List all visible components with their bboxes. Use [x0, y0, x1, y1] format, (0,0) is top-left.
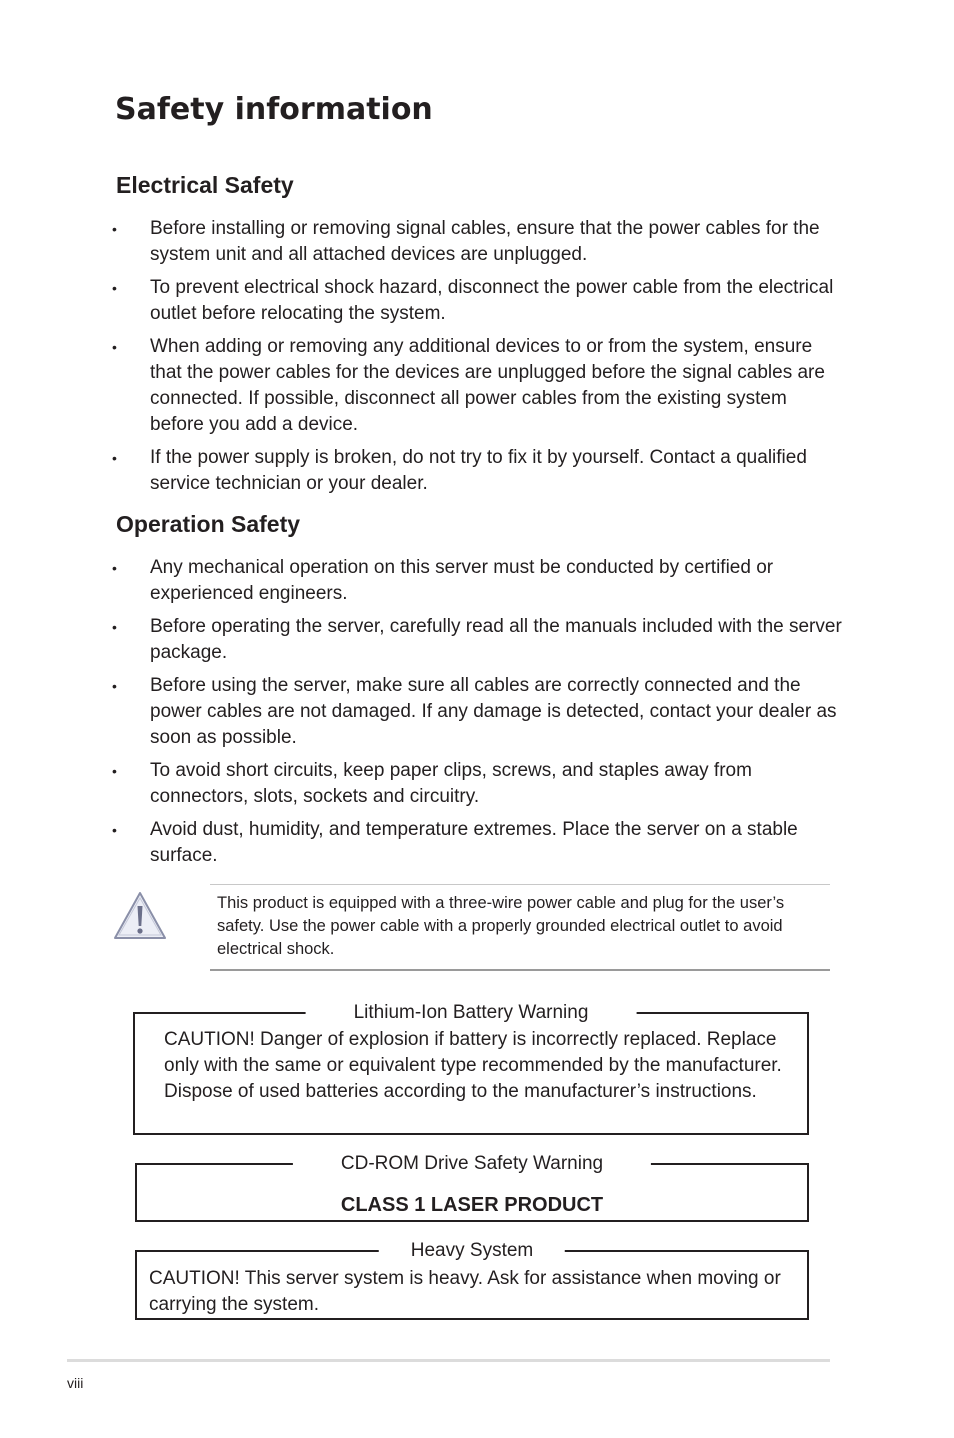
note-text: This product is equipped with a three-wire power cable and plug for the user’s safety. Use the power cable with a properly grounded electrical outlet to avoid electrical shock.	[217, 894, 785, 958]
bullet-icon: •	[112, 221, 117, 237]
page-title: Safety information	[115, 92, 433, 127]
list-item: • To avoid short circuits, keep paper clips, screws, and staples away from connectors, slots, sockets and circuitry.	[112, 760, 752, 807]
bullet-icon: •	[112, 619, 117, 635]
note-bottom-divider	[210, 969, 830, 971]
heavy-system-warning-box	[135, 1240, 809, 1320]
list-item: • Any mechanical operation on this server must be conducted by certified or experienced engineers.	[112, 557, 774, 604]
page-number: viii	[67, 1375, 84, 1391]
footer-divider	[67, 1359, 830, 1362]
operation-safety-heading: Operation Safety	[116, 511, 301, 537]
bullet-icon: •	[112, 560, 117, 576]
bullet-icon: •	[112, 280, 117, 296]
bullet-icon: •	[112, 450, 117, 466]
bullet-icon: •	[112, 822, 117, 838]
bullet-icon: •	[112, 678, 117, 694]
operation-safety-list	[112, 555, 842, 876]
electrical-safety-heading: Electrical Safety	[116, 172, 294, 198]
list-item: • If the power supply is broken, do not try to fix it by yourself. Contact a qualified service technician or your dealer.	[112, 447, 807, 494]
cdrom-warning-text: CLASS 1 LASER PRODUCT	[340, 1194, 604, 1216]
list-item: • Before using the server, make sure all cables are correctly connected and the power cables are not damaged. If any damage is detected, contact your dealer as soon as possible.	[112, 675, 837, 748]
list-item: • Before installing or removing signal cables, ensure that the power cables for the system unit and all attached devices are unplugged.	[112, 218, 820, 265]
note-top-divider	[210, 884, 830, 885]
battery-warning-text: CAUTION! Danger of explosion if battery is incorrectly replaced. Replace only with the same or equivalent type recommended by the manufacturer. Dispose of used batteries according to the manufacturer’s instructions.	[164, 1029, 782, 1102]
cdrom-warning-title: CD-ROM Drive Safety Warning	[293, 1152, 651, 1176]
warning-triangle-icon	[112, 890, 168, 942]
list-item: • Avoid dust, humidity, and temperature extremes. Place the server on a stable surface.	[112, 819, 798, 866]
electrical-safety-list	[112, 216, 842, 504]
heavy-system-warning-title: Heavy System	[379, 1239, 565, 1263]
battery-warning-title: Lithium-Ion Battery Warning	[306, 1001, 637, 1025]
bullet-icon: •	[112, 339, 117, 355]
list-item: • When adding or removing any additional devices to or from the system, ensure that the power cables for the devices are unplugged before the signal cables are connected. If possible, disconnect all power cables from the existing system before you add a device.	[112, 336, 825, 435]
battery-warning-box	[133, 1002, 809, 1135]
list-item: • To prevent electrical shock hazard, disconnect the power cable from the electrical outlet before relocating the system.	[112, 277, 834, 324]
heavy-system-warning-text: CAUTION! This server system is heavy. Ask for assistance when moving or carrying the system.	[149, 1268, 781, 1315]
bullet-icon: •	[112, 763, 117, 779]
cdrom-warning-box	[135, 1153, 809, 1222]
list-item: • Before operating the server, carefully read all the manuals included with the server package.	[112, 616, 842, 663]
